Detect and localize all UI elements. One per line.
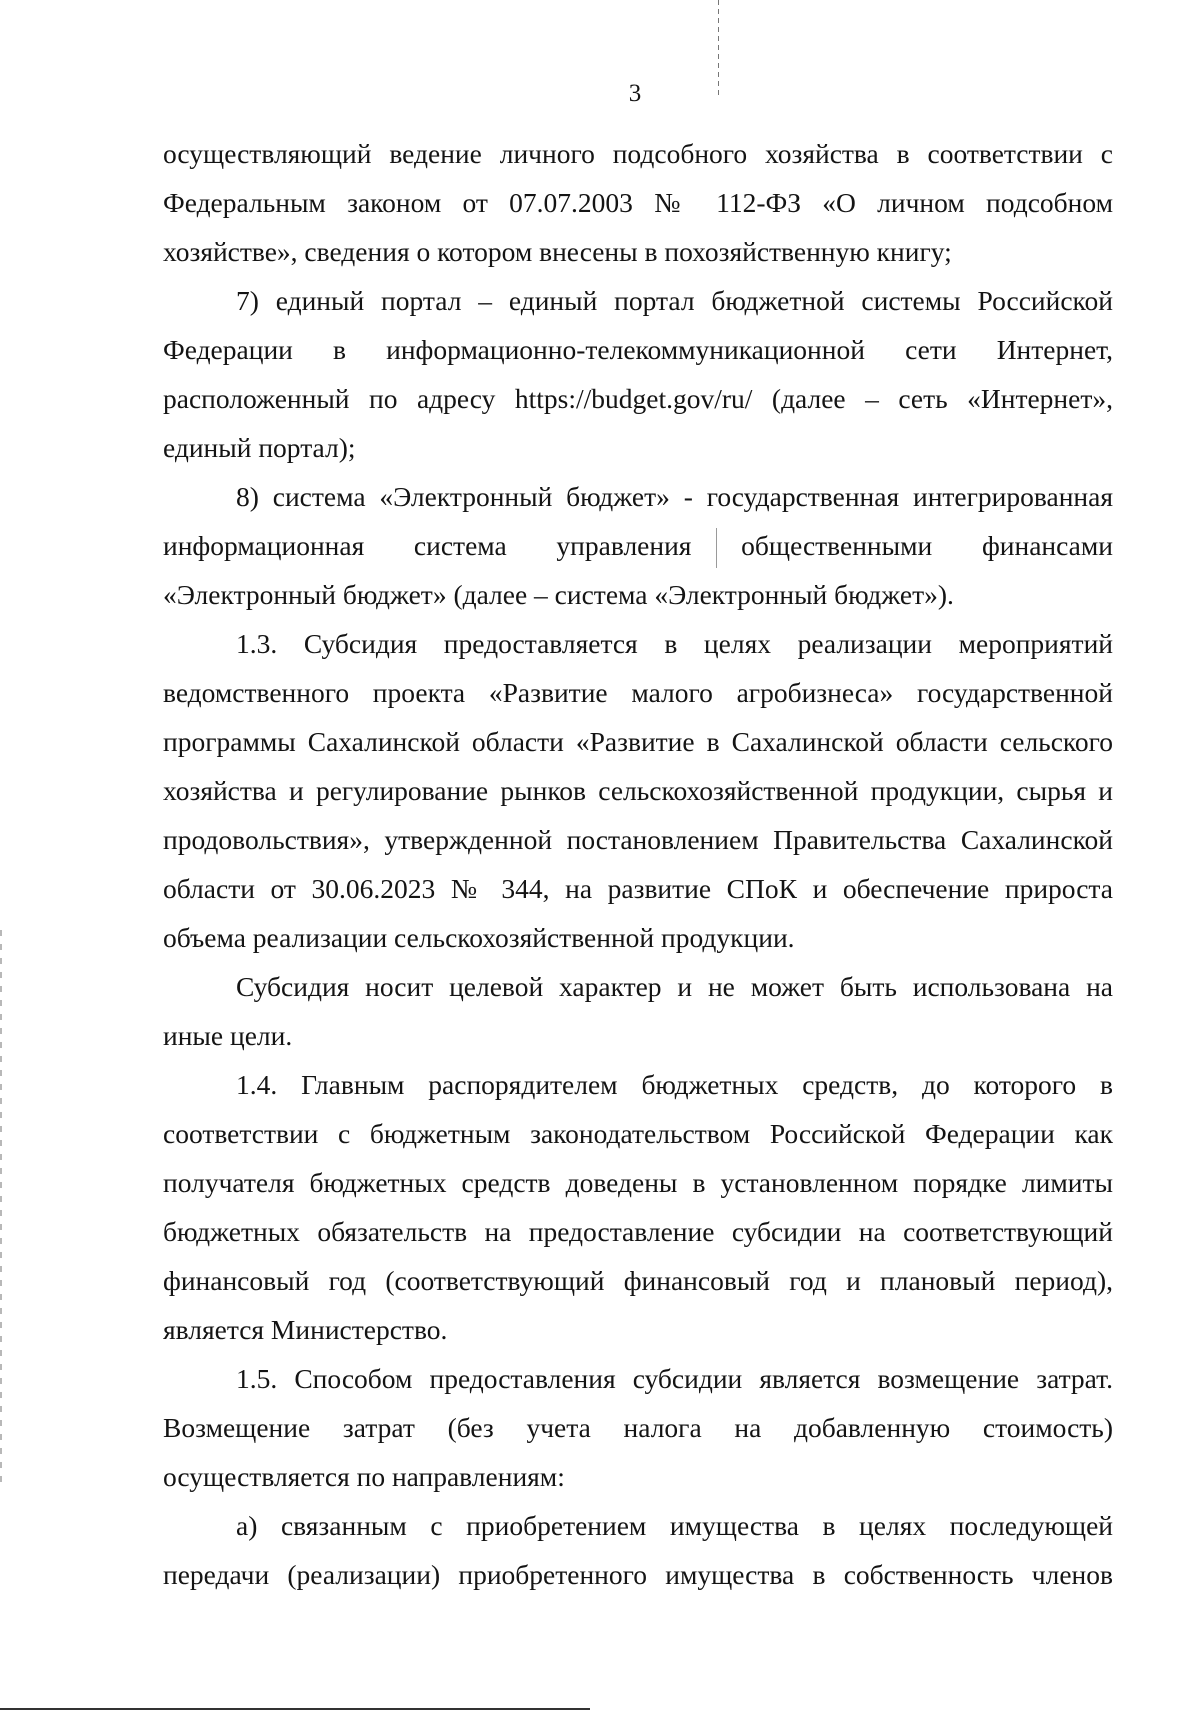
text-line: 7) единый портал – единый портал бюджетной системы Российской	[236, 285, 1113, 316]
text-line: объема реализации сельскохозяйственной продукции.	[163, 922, 795, 953]
text-line: Федерации в информационно-телекоммуникационной сети Интернет,	[163, 334, 1113, 365]
text-line: расположенный по адресу https://budget.gov/ru/ (далее – сеть «Интернет»,	[163, 383, 1113, 414]
document-body	[163, 129, 1113, 1599]
text-line: а) связанным с приобретением имущества в целях последующей	[236, 1510, 1113, 1541]
text-line: информационная система управления общественными финансами	[163, 530, 1113, 561]
text-line: хозяйстве», сведения о котором внесены в похозяйственную книгу;	[163, 236, 952, 267]
text-line: единый портал);	[163, 432, 356, 463]
text-line: ведомственного проекта «Развитие малого агробизнеса» государственной	[163, 677, 1113, 708]
text-line: Возмещение затрат (без учета налога на добавленную стоимость)	[163, 1412, 1113, 1443]
text-line: области от 30.06.2023 № 344, на развитие СПоК и обеспечение прироста	[163, 873, 1113, 904]
text-line: Федеральным законом от 07.07.2003 № 112-ФЗ «О личном подсобном	[163, 187, 1113, 218]
page-number: 3	[628, 80, 642, 107]
text-line: 1.4. Главным распорядителем бюджетных средств, до которого в	[236, 1069, 1113, 1100]
text-line: Субсидия носит целевой характер и не может быть использована на	[236, 971, 1113, 1002]
text-line: осуществляется по направлениям:	[163, 1461, 565, 1492]
text-line: продовольствия», утвержденной постановлением Правительства Сахалинской	[163, 824, 1113, 855]
text-line: «Электронный бюджет» (далее – система «Электронный бюджет»).	[163, 579, 954, 610]
text-line: программы Сахалинской области «Развитие в Сахалинской области сельского	[163, 726, 1113, 757]
text-line: осуществляющий ведение личного подсобного хозяйства в соответствии с	[163, 138, 1113, 169]
scan-artifact-left-edge	[0, 930, 2, 1490]
text-line: 8) система «Электронный бюджет» - государственная интегрированная	[236, 481, 1113, 512]
text-line: финансовый год (соответствующий финансовый год и плановый период),	[163, 1265, 1113, 1296]
scan-artifact-top	[718, 0, 719, 95]
scan-artifact-bottom-rule	[0, 1708, 590, 1710]
text-line: бюджетных обязательств на предоставление субсидии на соответствующий	[163, 1216, 1113, 1247]
text-line: передачи (реализации) приобретенного имущества в собственность членов	[163, 1559, 1113, 1590]
text-line: получателя бюджетных средств доведены в установленном порядке лимиты	[163, 1167, 1113, 1198]
text-line: хозяйства и регулирование рынков сельскохозяйственной продукции, сырья и	[163, 775, 1113, 806]
text-line: 1.3. Субсидия предоставляется в целях реализации мероприятий	[236, 628, 1113, 659]
text-line: 1.5. Способом предоставления субсидии является возмещение затрат.	[236, 1363, 1113, 1394]
text-line: соответствии с бюджетным законодательством Российской Федерации как	[163, 1118, 1113, 1149]
text-line: является Министерство.	[163, 1314, 448, 1345]
text-line: иные цели.	[163, 1020, 293, 1051]
